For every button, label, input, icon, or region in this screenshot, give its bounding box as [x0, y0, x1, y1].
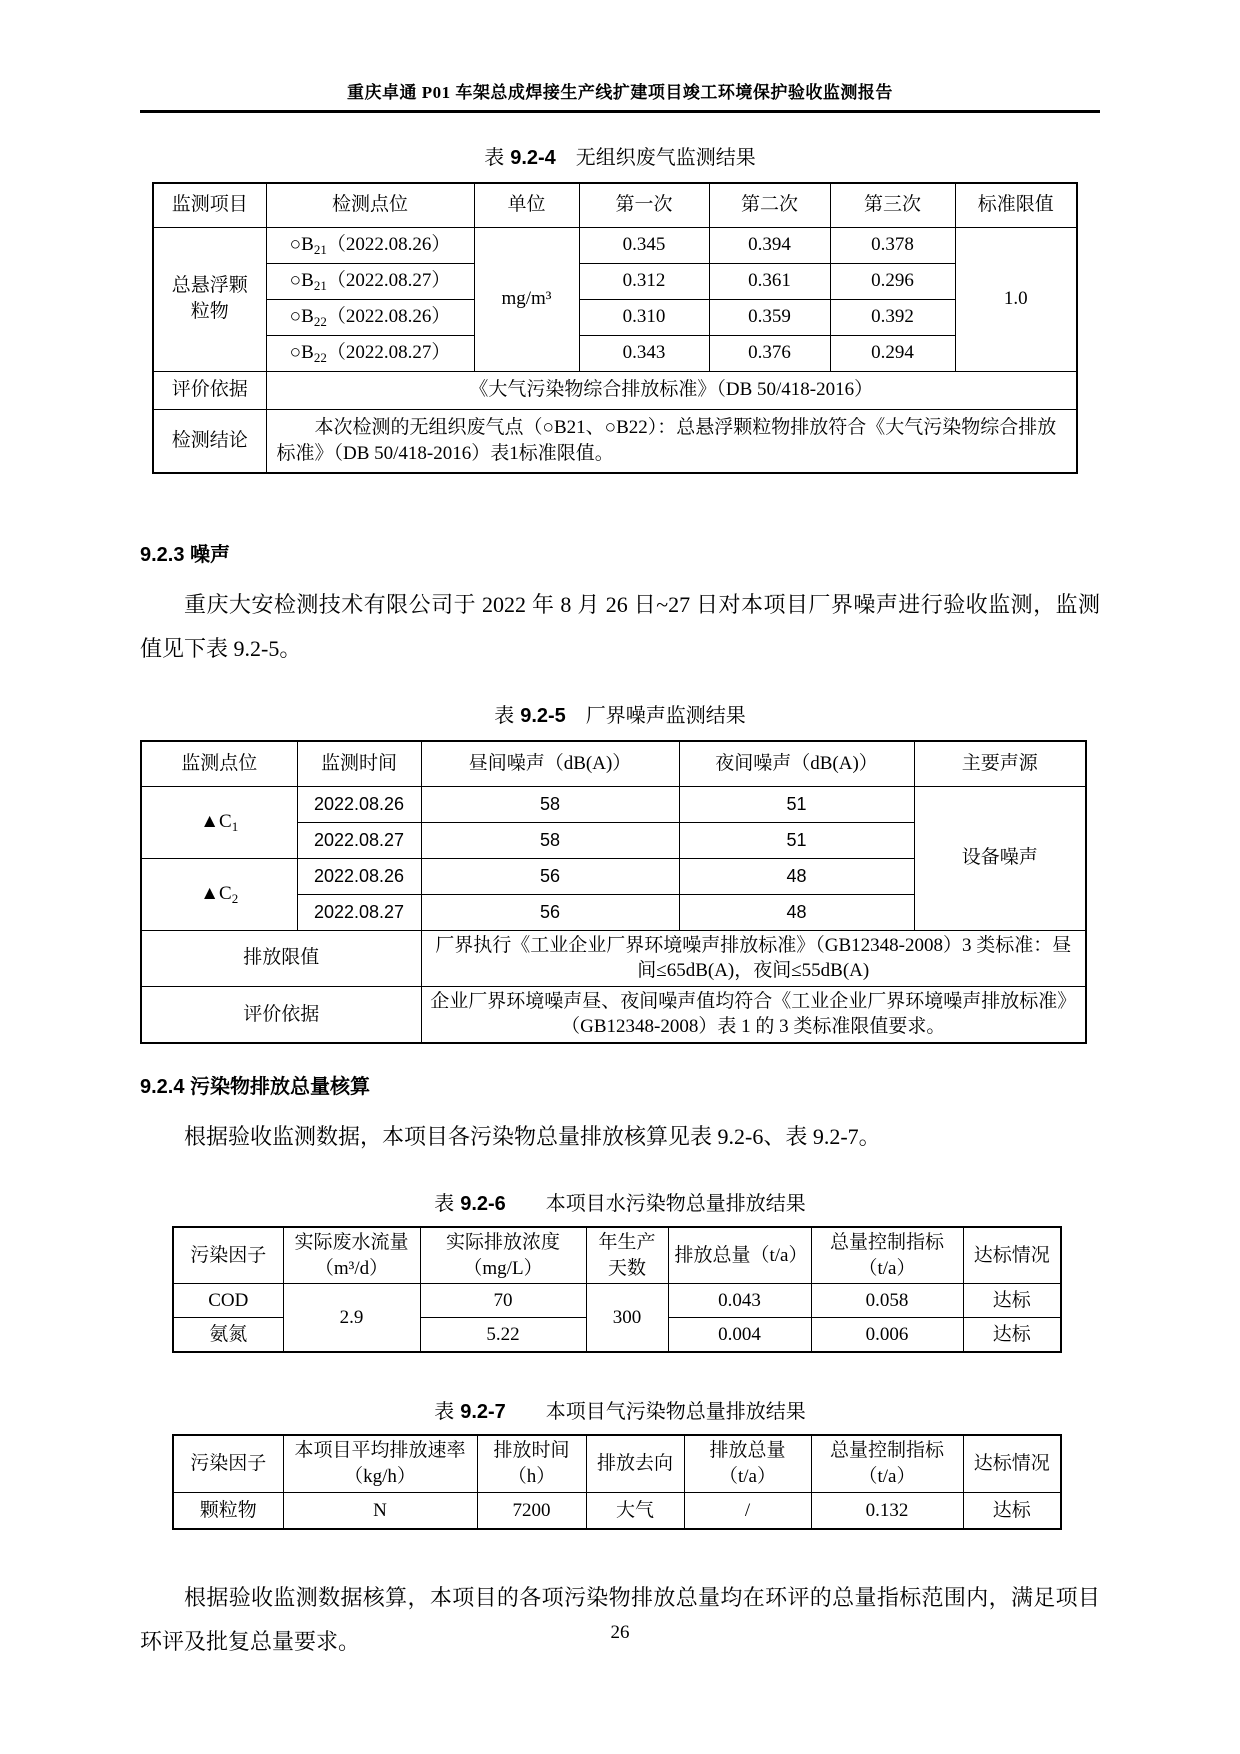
air-col-rate: 本项目平均排放速率（kg/h） — [283, 1435, 477, 1493]
noise-day-value: 58 — [421, 786, 679, 822]
gas-point-prefix: ○B — [289, 234, 314, 256]
water-col-total: 排放总量（t/a） — [668, 1227, 811, 1284]
air-total-cell: / — [684, 1493, 811, 1529]
gas-point-cell — [266, 227, 474, 263]
gas-data-row — [153, 227, 1077, 263]
noise-point-cell — [141, 858, 297, 930]
water-col-control: 总量控制指标（t/a） — [811, 1227, 963, 1284]
noise-date-cell: 2022.08.26 — [297, 786, 421, 822]
gas-point-subscript: 21 — [313, 242, 327, 258]
gas-eval-row — [153, 371, 1077, 409]
gas-col-item: 监测项目 — [153, 183, 266, 227]
gas-col-point: 检测点位 — [266, 183, 474, 227]
gas-value-first: 0.310 — [579, 299, 709, 335]
air-table-title-text: 本项目气污染物总量排放结果 — [545, 1400, 806, 1423]
page-number: 26 — [610, 1622, 630, 1643]
gas-eval-text: 《大气污染物综合排放标准》（DB 50/418-2016） — [266, 371, 1077, 409]
air-col-control: 总量控制指标（t/a） — [811, 1435, 963, 1493]
noise-night-value: 51 — [679, 786, 914, 822]
gas-point-date: （2022.08.27） — [326, 270, 451, 292]
gas-point-prefix: ○B — [289, 270, 314, 292]
gas-col-unit: 单位 — [474, 183, 579, 227]
air-col-status: 达标情况 — [963, 1435, 1061, 1493]
gas-value-third: 0.294 — [830, 335, 955, 371]
gas-value-first: 0.343 — [579, 335, 709, 371]
water-table-title-zh: 表 — [434, 1193, 455, 1216]
noise-night-value: 48 — [679, 858, 914, 894]
noise-col-time: 监测时间 — [297, 741, 421, 786]
noise-point-prefix: ▲C — [200, 883, 232, 905]
gas-value-third: 0.392 — [830, 299, 955, 335]
gas-point-date: （2022.08.26） — [326, 306, 451, 328]
gas-point-subscript: 22 — [313, 314, 327, 330]
noise-table-title-zh: 表 — [494, 705, 515, 727]
gas-conclusion-label: 检测结论 — [153, 409, 266, 473]
noise-col-source: 主要声源 — [914, 741, 1086, 786]
noise-eval-label: 评价依据 — [141, 986, 421, 1043]
noise-day-value: 58 — [421, 822, 679, 858]
water-total-cell: 0.004 — [668, 1318, 811, 1352]
gas-header-row — [153, 183, 1077, 227]
noise-col-day: 昼间噪声（dB(A)） — [421, 741, 679, 786]
section-heading-noise: 9.2.3 噪声 — [140, 544, 231, 566]
gas-value-first: 0.345 — [579, 227, 709, 263]
water-col-status: 达标情况 — [963, 1227, 1061, 1284]
gas-point-date: （2022.08.26） — [326, 234, 451, 256]
water-factor-cell: 氨氮 — [173, 1318, 283, 1352]
noise-header-row — [141, 741, 1086, 786]
noise-source-cell: 设备噪声 — [914, 786, 1086, 930]
water-control-cell: 0.058 — [811, 1284, 963, 1318]
noise-point-subscript: 2 — [231, 891, 239, 907]
gas-data-row — [153, 299, 1077, 335]
gas-value-second: 0.394 — [709, 227, 830, 263]
noise-table — [140, 740, 1087, 1044]
noise-day-value: 56 — [421, 894, 679, 930]
noise-day-value: 56 — [421, 858, 679, 894]
gas-point-prefix: ○B — [289, 306, 314, 328]
gas-point-subscript: 22 — [313, 350, 327, 366]
total-paragraph: 根据验收监测数据，本项目各污染物总量排放核算见表 9.2-6、表 9.2-7。 — [184, 1124, 881, 1150]
gas-col-limit: 标准限值 — [955, 183, 1077, 227]
water-col-conc: 实际排放浓度（mg/L） — [420, 1227, 586, 1284]
closing-paragraph: 根据验收监测数据核算，本项目的各项污染物排放总量均在环评的总量指标范围内，满足项目环评及批复总量要求。 — [140, 1584, 1100, 1654]
gas-col-third: 第三次 — [830, 183, 955, 227]
noise-eval-text: 企业厂界环境噪声昼、夜间噪声值均符合《工业企业厂界环境噪声排放标准》（GB12348-2008）表 1 的 3 类标准限值要求。 — [421, 986, 1086, 1043]
air-pollutant-table — [172, 1434, 1062, 1530]
water-total-cell: 0.043 — [668, 1284, 811, 1318]
gas-point-date: （2022.08.27） — [326, 342, 451, 364]
section-heading-total: 9.2.4 污染物排放总量核算 — [140, 1076, 371, 1099]
gas-value-second: 0.376 — [709, 335, 830, 371]
gas-item-cell: 总悬浮颗粒物 — [153, 227, 266, 371]
noise-table-title-number: 9.2-5 — [520, 705, 566, 727]
gas-table-title-zh: 表 — [484, 147, 505, 169]
gas-table-title — [140, 141, 1100, 170]
air-data-row — [173, 1493, 1061, 1529]
water-status-cell: 达标 — [963, 1284, 1061, 1318]
water-factor-cell: COD — [173, 1284, 283, 1318]
water-table-title-text: 本项目水污染物总量排放结果 — [545, 1193, 806, 1216]
gas-point-prefix: ○B — [289, 342, 314, 364]
water-table-title-number: 9.2-6 — [460, 1193, 506, 1216]
noise-date-cell: 2022.08.26 — [297, 858, 421, 894]
air-dest-cell: 大气 — [586, 1493, 684, 1529]
air-table-title-zh: 表 — [434, 1400, 455, 1423]
water-conc-cell: 5.22 — [420, 1318, 586, 1352]
gas-conclusion-row — [153, 409, 1077, 473]
air-col-hours: 排放时间（h） — [477, 1435, 586, 1493]
gas-data-row — [153, 335, 1077, 371]
noise-date-cell: 2022.08.27 — [297, 894, 421, 930]
water-col-flow: 实际废水流量（m³/d） — [283, 1227, 420, 1284]
water-col-days: 年生产天数 — [586, 1227, 668, 1284]
noise-table-title — [140, 699, 1100, 728]
water-flow-cell: 2.9 — [283, 1284, 420, 1352]
noise-limit-label: 排放限值 — [141, 930, 421, 986]
noise-table-title-text: 厂界噪声监测结果 — [585, 705, 746, 727]
gas-unit-cell: mg/m³ — [474, 227, 579, 371]
air-col-dest: 排放去向 — [586, 1435, 684, 1493]
noise-col-night: 夜间噪声（dB(A)） — [679, 741, 914, 786]
gas-limit-cell: 1.0 — [955, 227, 1077, 371]
gas-value-second: 0.361 — [709, 263, 830, 299]
noise-date-cell: 2022.08.27 — [297, 822, 421, 858]
doc-header — [140, 78, 1100, 113]
gas-point-cell — [266, 263, 474, 299]
noise-point-prefix: ▲C — [200, 811, 232, 833]
water-col-factor: 污染因子 — [173, 1227, 283, 1284]
gas-point-subscript: 21 — [313, 278, 327, 294]
gas-col-second: 第二次 — [709, 183, 830, 227]
water-days-cell: 300 — [586, 1284, 668, 1352]
air-hours-cell: 7200 — [477, 1493, 586, 1529]
air-control-cell: 0.132 — [811, 1493, 963, 1529]
gas-point-cell — [266, 335, 474, 371]
noise-limit-text: 厂界执行《工业企业厂界环境噪声排放标准》（GB12348-2008）3 类标准：昼间≤65dB(A)，夜间≤55dB(A) — [421, 930, 1086, 986]
gas-conclusion-text: 本次检测的无组织废气点（○B21、○B22）：总悬浮颗粒物排放符合《大气污染物综合排放标准》（DB 50/418-2016）表1标准限值。 — [266, 409, 1077, 473]
air-factor-cell: 颗粒物 — [173, 1493, 283, 1529]
air-rate-cell: N — [283, 1493, 477, 1529]
noise-data-row — [141, 786, 1086, 822]
air-table-title — [140, 1395, 1100, 1424]
water-status-cell: 达标 — [963, 1318, 1061, 1352]
water-pollutant-table — [172, 1226, 1062, 1353]
air-table-title-number: 9.2-7 — [460, 1400, 506, 1423]
water-data-row — [173, 1284, 1061, 1318]
air-col-total: 排放总量（t/a） — [684, 1435, 811, 1493]
gas-value-third: 0.296 — [830, 263, 955, 299]
gas-value-third: 0.378 — [830, 227, 955, 263]
noise-col-point: 监测点位 — [141, 741, 297, 786]
gas-point-cell — [266, 299, 474, 335]
air-header-row — [173, 1435, 1061, 1493]
gas-table-title-text: 无组织废气监测结果 — [575, 147, 756, 169]
gas-value-first: 0.312 — [579, 263, 709, 299]
gas-data-row — [153, 263, 1077, 299]
gas-emission-table — [152, 182, 1078, 474]
noise-paragraph: 重庆大安检测技术有限公司于 2022 年 8 月 26 日~27 日对本项目厂界噪声进行验收监测，监测值见下表 9.2-5。 — [140, 592, 1100, 661]
noise-night-value: 48 — [679, 894, 914, 930]
noise-limit-row — [141, 930, 1086, 986]
air-col-factor: 污染因子 — [173, 1435, 283, 1493]
noise-point-subscript: 1 — [231, 819, 239, 835]
gas-eval-label: 评价依据 — [153, 371, 266, 409]
noise-night-value: 51 — [679, 822, 914, 858]
water-conc-cell: 70 — [420, 1284, 586, 1318]
doc-header-title: 重庆卓通 P01 车架总成焊接生产线扩建项目竣工环境保护验收监测报告 — [347, 83, 893, 102]
water-control-cell: 0.006 — [811, 1318, 963, 1352]
gas-value-second: 0.359 — [709, 299, 830, 335]
water-table-title — [140, 1187, 1100, 1216]
gas-table-title-number: 9.2-4 — [510, 147, 556, 169]
noise-eval-row — [141, 986, 1086, 1043]
gas-col-first: 第一次 — [579, 183, 709, 227]
air-status-cell: 达标 — [963, 1493, 1061, 1529]
water-header-row — [173, 1227, 1061, 1284]
noise-point-cell — [141, 786, 297, 858]
